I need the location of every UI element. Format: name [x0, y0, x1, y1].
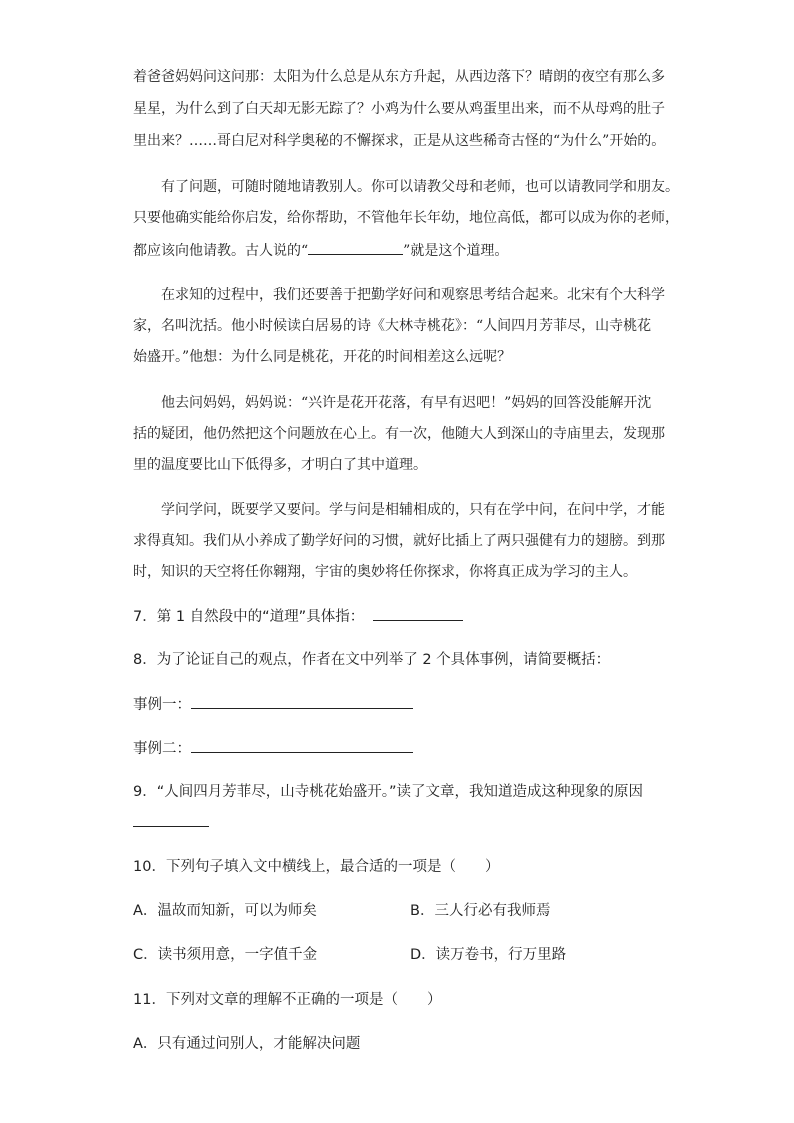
- example-2-label: 事例二：: [133, 741, 191, 757]
- passage-line: [133, 240, 508, 261]
- passage-line: 在求知的过程中，我们还要善于把勤学好问和观察思考结合起来。北宋有个大科学: [161, 287, 665, 303]
- passage-line: 里的温度要比山下低得多，才明白了其中道理。: [133, 457, 427, 473]
- question-10-text: 10．下列句子填入文中横线上，最合适的一项是（ ）: [133, 859, 500, 875]
- passage-line: 星星，为什么到了白天却无影无踪了？小鸡为什么要从鸡蛋里出来，而不从母鸡的肚子: [133, 101, 665, 117]
- question-10-row-1: [133, 901, 317, 921]
- passage-text: 都应该向他请教。古人说的“: [133, 243, 309, 259]
- answer-blank-example-2[interactable]: [191, 738, 413, 753]
- passage-line: 求得真知。我们从小养成了勤学好问的习惯，就好比插上了两只强健有力的翅膀。到那: [133, 533, 665, 549]
- question-8-example-1: [133, 694, 413, 715]
- question-11-text: 11．下列对文章的理解不正确的一项是（ ）: [133, 992, 442, 1008]
- answer-blank-q9[interactable]: [133, 812, 209, 827]
- answer-blank-q7[interactable]: [373, 606, 463, 621]
- passage-line: 里出来？……哥白尼对科学奥秘的不懈探求，正是从这些稀奇古怪的“为什么”开始的。: [133, 133, 666, 149]
- question-8-text: 8．为了论证自己的观点，作者在文中列举了 2 个具体事例，请简要概括：: [133, 652, 611, 668]
- option-c[interactable]: C．读书须用意，一字值千金: [133, 947, 318, 963]
- passage-line: 时，知识的天空将任你翱翔，宇宙的奥妙将任你探求，你将真正成为学习的主人。: [133, 564, 637, 580]
- option-b[interactable]: B．三人行必有我师焉: [410, 903, 551, 919]
- passage-line: 家，名叫沈括。他小时候读白居易的诗《大林寺桃花》：“人间四月芳菲尽，山寺桃花: [133, 318, 652, 334]
- passage-text: ”就是这个道理。: [403, 243, 509, 259]
- passage-line: 学问学问，既要学又要问。学与问是相辅相成的，只有在学中问，在问中学，才能: [161, 502, 665, 518]
- answer-blank-example-1[interactable]: [191, 694, 413, 709]
- passage-line: 括的疑团，他仍然把这个问题放在心上。有一次，他随大人到深山的寺庙里去，发现那: [133, 426, 665, 442]
- passage-line: 始盛开。”他想：为什么同是桃花，开花的时间相差这么远呢？: [133, 349, 512, 365]
- option-a[interactable]: A．温故而知新，可以为师矣: [133, 903, 317, 919]
- question-7: [133, 606, 463, 627]
- question-9-answer-line: [133, 812, 209, 833]
- question-9-text: 9．“人间四月芳菲尽，山寺桃花始盛开。”读了文章，我知道造成这种现象的原因: [133, 784, 643, 800]
- passage-line: 有了问题，可随时随地请教别人。你可以请教父母和老师，也可以请教同学和朋友。: [161, 179, 679, 195]
- example-1-label: 事例一：: [133, 697, 191, 713]
- question-8-example-2: [133, 738, 413, 759]
- passage-line: 着爸爸妈妈问这问那：太阳为什么总是从东方升起，从西边落下？晴朗的夜空有那么多: [133, 69, 665, 85]
- question-7-text: 7．第 1 自然段中的“道理”具体指：: [133, 609, 365, 625]
- quote-blank[interactable]: [308, 240, 403, 255]
- passage-line: 只要他确实能给你启发，给你帮助，不管他年长年幼，地位高低，都可以成为你的老师，: [133, 210, 679, 226]
- q11-option-a[interactable]: A．只有通过问别人，才能解决问题: [133, 1036, 361, 1052]
- option-d[interactable]: D．读万卷书，行万里路: [410, 947, 567, 963]
- passage-line: 他去问妈妈，妈妈说：“兴许是花开花落，有早有迟吧！”妈妈的回答没能解开沈: [161, 395, 652, 411]
